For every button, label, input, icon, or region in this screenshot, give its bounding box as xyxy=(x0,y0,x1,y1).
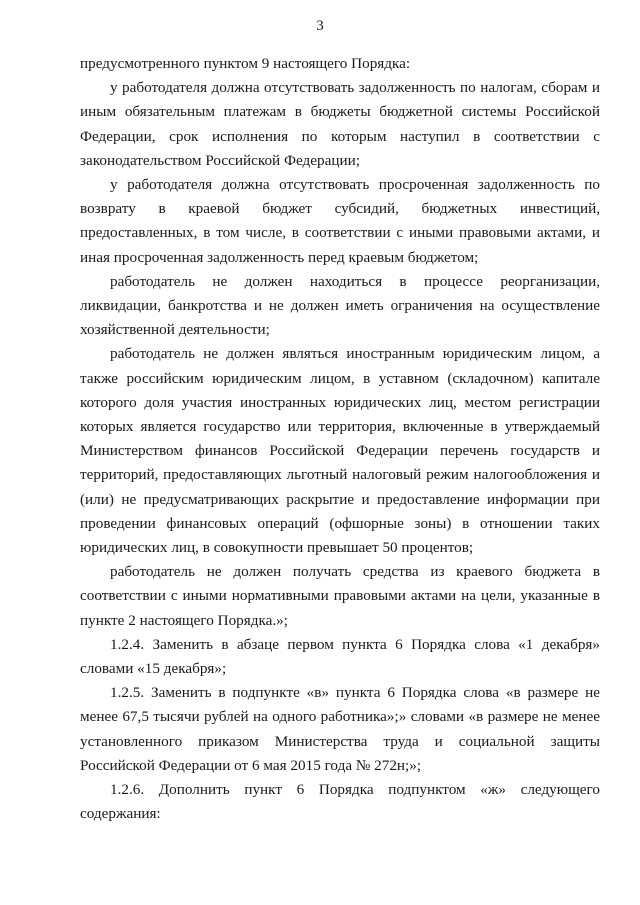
paragraph-reorganization: работодатель не должен находиться в процессе реорганизации, ликвидации, банкротства и не должен иметь ограничения на осуществление хозяйственной деятельности; xyxy=(80,272,600,339)
paragraph-foreign-entity: работодатель не должен являться иностранным юридическим лицом, а также российским юридическим лицом, в уставном (складочном) капитале которого доля участия иностранных юридических лиц, местом регистрации которых является государство или территория, включенные в утверждаемый Министерством финансов Российской Федерации перечень государств и территорий, предоставляющих льготный налоговый режим налогообложения и (или) не предусматривающих раскрытие и предоставление информации при проведении финансовых операций (офшорные зоны) в отношении таких юридических лиц, в совокупности превышает 50 процентов; xyxy=(80,345,600,557)
paragraph-item-1-2-6: 1.2.6. Дополнить пункт 6 Порядка подпунктом «ж» следующего содержания: xyxy=(80,781,600,823)
document-body xyxy=(80,52,600,827)
paragraph-budget-funds: работодатель не должен получать средства из краевого бюджета в соответствии с иными нормативными правовыми актами на цели, указанные в пункте 2 настоящего Порядка.»; xyxy=(80,563,600,629)
page-number: 3 xyxy=(316,18,324,34)
paragraph-overdue-debt: у работодателя должна отсутствовать просроченная задолженность по возврату в краевой бюджет субсидий, бюджетных инвестиций, предоставленных, в том числе, в соответствии с иными правовыми актами, и иная просроченная задолженность перед краевым бюджетом; xyxy=(80,176,600,266)
paragraph-tax-debt: у работодателя должна отсутствовать задолженность по налогам, сборам и иным обязательным платежам в бюджеты бюджетной системы Российской Федерации, срок исполнения по которым наступил в соответствии с законодательством Российской Федерации; xyxy=(80,79,600,169)
paragraph-item-1-2-5: 1.2.5. Заменить в подпункте «в» пункта 6 Порядка слова «в размере не менее 67,5 тысячи рублей на одного работника»;» словами «в размере не менее установленного приказом Министерства труда и социальной защиты Российской Федерации от 6 мая 2015 года № 272н;»; xyxy=(80,684,600,774)
paragraph-continuation: предусмотренного пунктом 9 настоящего Порядка: xyxy=(80,55,411,72)
paragraph-item-1-2-4: 1.2.4. Заменить в абзаце первом пункта 6 Порядка слова «1 декабря» словами «15 декабря»; xyxy=(80,635,600,678)
